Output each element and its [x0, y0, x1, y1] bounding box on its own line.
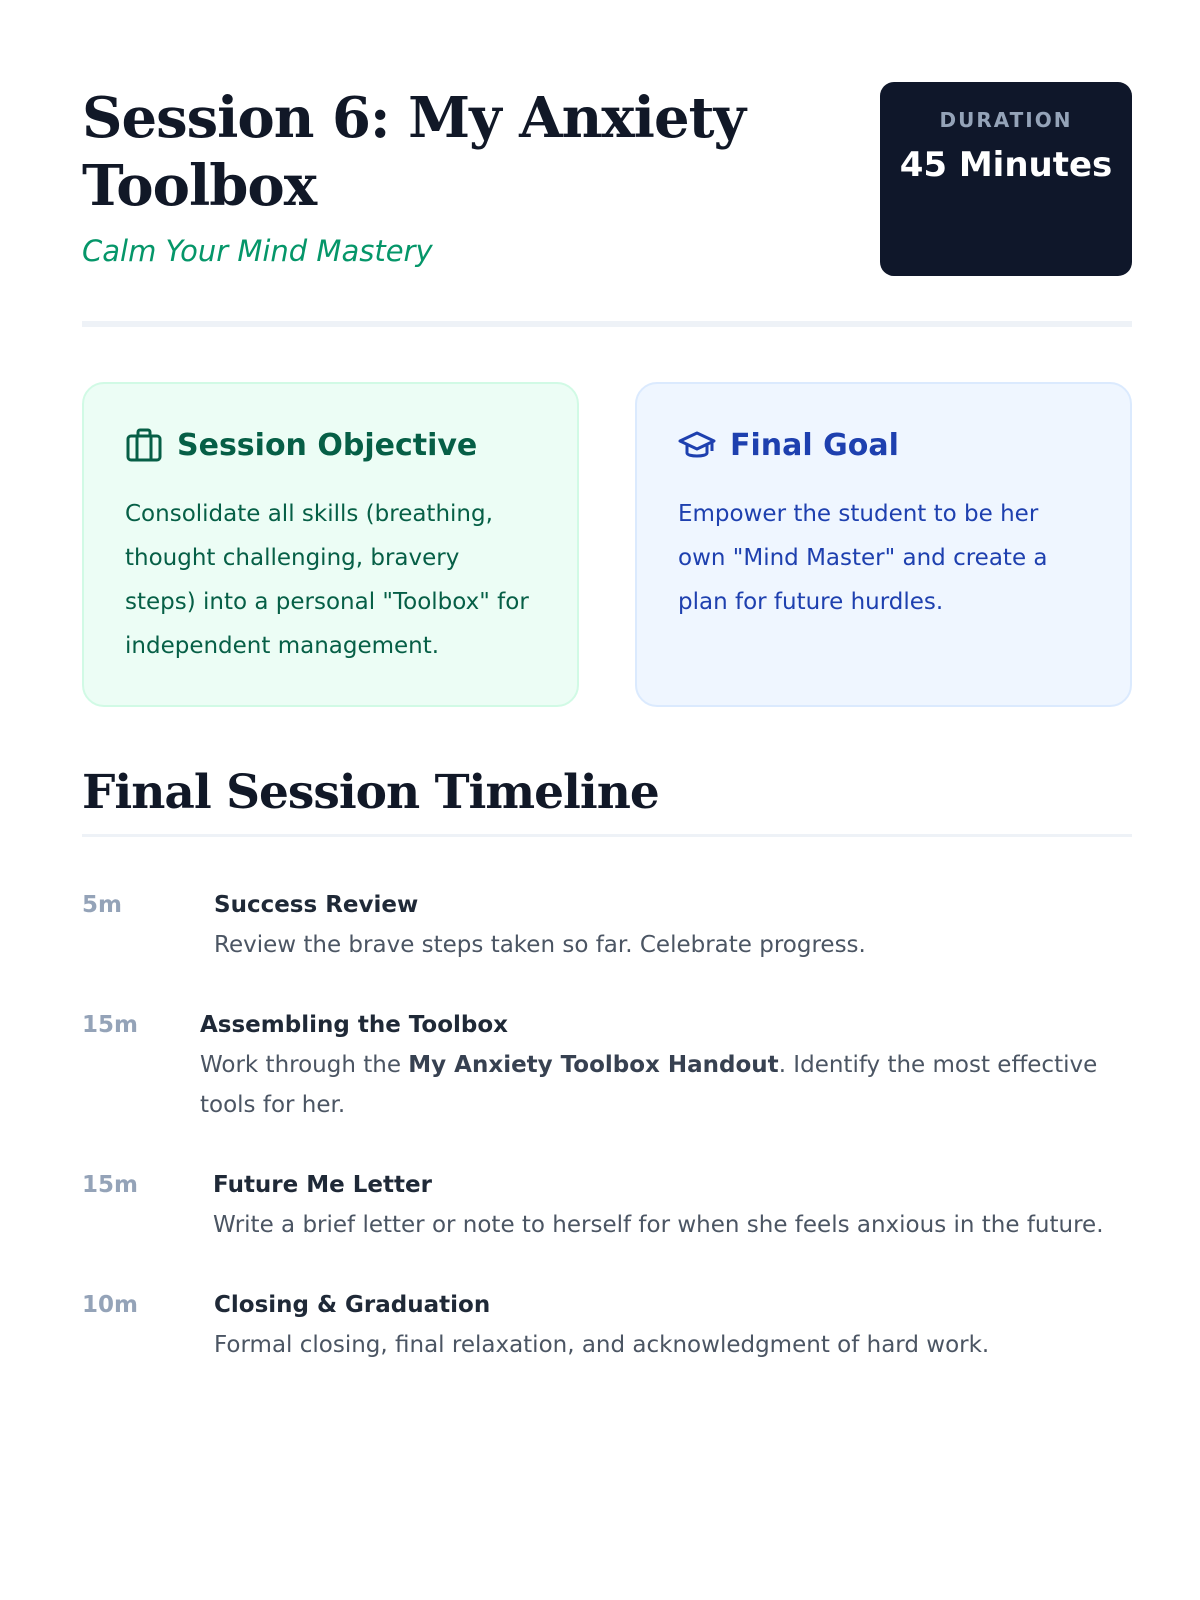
goal-card	[635, 382, 1132, 707]
info-cards	[82, 382, 1132, 707]
objective-card	[82, 382, 579, 707]
timeline-item	[82, 885, 1132, 965]
page-title: Session 6: My Anxiety Toolbox	[82, 85, 745, 219]
timeline-title: Success Review	[214, 892, 419, 918]
goal-card-title: Final Goal	[730, 427, 899, 463]
timeline-content	[214, 1285, 1132, 1365]
objective-card-body: Consolidate all skills (breathing, thought challenging, bravery steps) into a personal "Toolbox" for independent management.	[125, 501, 529, 659]
timeline-desc-text: Formal closing, final relaxation, and acknowledgment of hard work.	[214, 1332, 990, 1358]
goal-card-body: Empower the student to be her own "Mind Master" and create a plan for future hurdles.	[678, 501, 1048, 615]
timeline-description	[214, 1325, 1132, 1365]
duration-badge	[880, 82, 1132, 276]
graduation-cap-icon	[678, 426, 716, 464]
handout-name: My Anxiety Toolbox Handout	[408, 1052, 779, 1078]
timeline-content	[214, 885, 1132, 965]
timeline-time: 5m	[82, 892, 122, 918]
duration-label: DURATION	[939, 108, 1073, 132]
duration-value: 45 Minutes	[899, 145, 1113, 185]
timeline-item	[82, 1005, 1132, 1125]
timeline-list	[82, 885, 1132, 1365]
timeline-time: 15m	[82, 1012, 138, 1038]
timeline-time: 15m	[82, 1172, 138, 1198]
timeline-title: Future Me Letter	[213, 1172, 432, 1198]
objective-card-header	[125, 426, 537, 464]
page-subtitle: Calm Your Mind Mastery	[82, 234, 433, 268]
timeline-content	[213, 1165, 1132, 1245]
title-block	[82, 82, 782, 268]
timeline-desc-text: . Identify the most effective tools for her.	[200, 1052, 1098, 1118]
briefcase-icon	[125, 426, 163, 464]
timeline-time: 10m	[82, 1292, 138, 1318]
timeline-heading: Final Session Timeline	[82, 765, 1132, 837]
timeline-description	[200, 1045, 1132, 1125]
session-page	[82, 82, 1132, 1405]
timeline-content	[200, 1005, 1132, 1125]
timeline-desc-text: Write a brief letter or note to herself for when she feels anxious in the future.	[213, 1212, 1104, 1238]
objective-card-title: Session Objective	[177, 427, 478, 463]
goal-card-header	[678, 426, 1090, 464]
session-header	[82, 82, 1132, 327]
timeline-desc-text: Work through the	[200, 1052, 409, 1078]
timeline-description	[213, 1205, 1132, 1245]
timeline-item	[82, 1165, 1132, 1245]
timeline-item	[82, 1285, 1132, 1365]
timeline-title: Assembling the Toolbox	[200, 1012, 509, 1038]
timeline-desc-text: Review the brave steps taken so far. Celebrate progress.	[214, 932, 866, 958]
timeline-description	[214, 925, 1132, 965]
timeline-title: Closing & Graduation	[214, 1292, 491, 1318]
